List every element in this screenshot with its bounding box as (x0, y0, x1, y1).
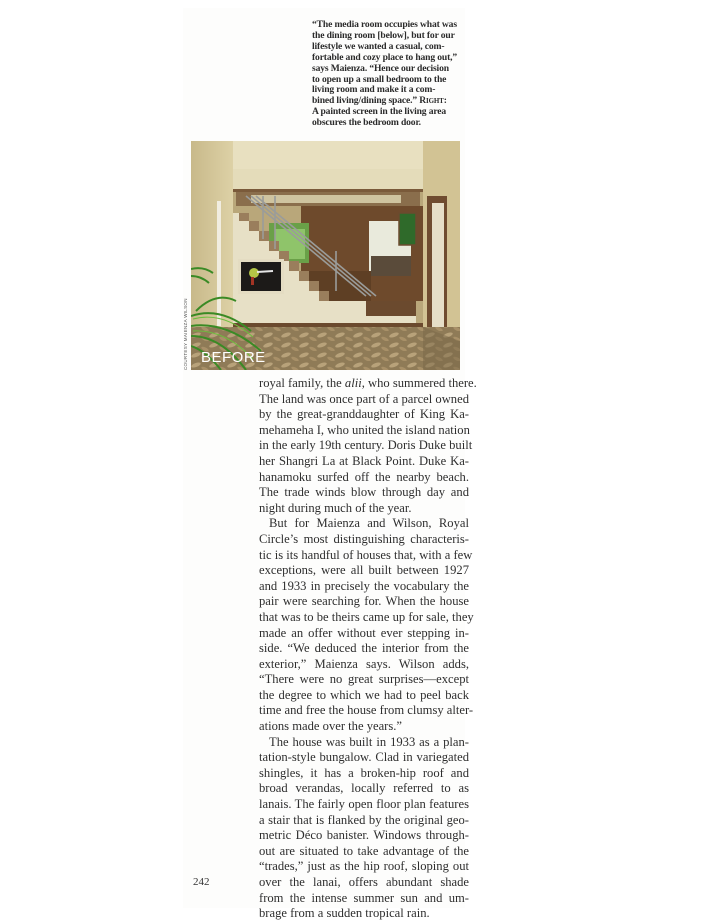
body-line: metric Déco banister. Windows through- (259, 828, 469, 843)
body-line: from the intense summer sun and um- (259, 890, 469, 905)
body-line: that was to be theirs came up for sale, they (259, 609, 474, 624)
body-line: brage from a sudden tropical rain. (259, 906, 430, 921)
body-line: her Shangri La at Black Point. Duke Ka- (259, 453, 469, 468)
body-line: exterior,” Maienza says. Wilson adds, (259, 656, 469, 671)
body-line: out are situated to take advantage of the (259, 843, 469, 858)
body-line: in the early 19th century. Doris Duke built (259, 438, 473, 453)
body-line: side. “We deduced the interior from the (259, 641, 469, 656)
body-line: But for Maienza and Wilson, Royal (269, 516, 469, 531)
body-line: “There were no great surprises—except (259, 672, 469, 687)
body-line: ations made over the years.” (259, 719, 403, 734)
body-line: night during much of the year. (259, 500, 412, 515)
body-line: mehameha I, who united the island nation (259, 422, 470, 437)
caption-line: says Maienza. “Hence our decision (312, 62, 449, 74)
article-body (259, 376, 477, 922)
body-line: tic is its handful of houses that, with a few (259, 547, 473, 562)
hawaiian-term: alii (344, 376, 362, 390)
body-line: a stair that is flanked by the original geo- (259, 812, 469, 827)
body-line: exceptions, were all built between 1927 (259, 563, 469, 578)
caption-line: obscures the bedroom door. (312, 117, 421, 129)
caption-line: bined living/dining space.” Right: (312, 95, 447, 107)
body-line: the degree to which we had to peel back (259, 687, 469, 702)
body-line: hanamoku surfed off the nearby beach. (259, 469, 469, 484)
body-line: The trade winds blow through day and (259, 485, 469, 500)
body-line: broad verandas, locally referred to as (259, 781, 469, 796)
body-line: The land was once part of a parcel owned (259, 391, 469, 406)
caption-line: the dining room [below], but for our (312, 29, 455, 41)
body-line: lanais. The fairly open floor plan features (259, 797, 469, 812)
body-line: and 1933 in precisely the vocabulary the (259, 578, 469, 593)
before-photo-illustration (191, 141, 460, 370)
body-line: made an offer without ever stepping in- (259, 625, 469, 640)
body-line: pair were searching for. When the house (259, 594, 469, 609)
caption-line: to open up a small bedroom to the (312, 73, 447, 85)
caption-line: fortable and cozy place to hang out,” (312, 51, 458, 63)
body-line: “trades,” just as the hip roof, sloping out (259, 859, 469, 874)
body-line: royal family, the alii, who summered there. (259, 376, 477, 390)
caption-line: A painted screen in the living area (312, 106, 447, 118)
caption-direction-label: Right: (419, 95, 447, 107)
body-line: The house was built in 1933 as a plan- (269, 734, 469, 749)
caption-line: living room and make it a com- (312, 84, 436, 96)
body-line: Circle’s most distinguishing characteris- (259, 531, 469, 546)
caption-line: “The media room occupies what was (312, 19, 457, 30)
before-label: BEFORE (201, 349, 266, 366)
body-line: over the lanai, offers abundant shade (259, 875, 469, 889)
body-line: time and free the house from clumsy alter- (259, 703, 474, 718)
photo-caption (312, 20, 482, 129)
body-line: by the great-granddaughter of King Ka- (259, 407, 469, 422)
before-photo (191, 141, 460, 370)
caption-line: lifestyle we wanted a casual, com- (312, 40, 445, 52)
photo-credit: COURTESY MAIENZA WILSON (183, 298, 188, 370)
body-line: shingles, it has a broken-hip roof and (259, 765, 469, 780)
page-number: 242 (193, 876, 210, 888)
body-line: tation-style bungalow. Clad in variegated (259, 750, 469, 765)
